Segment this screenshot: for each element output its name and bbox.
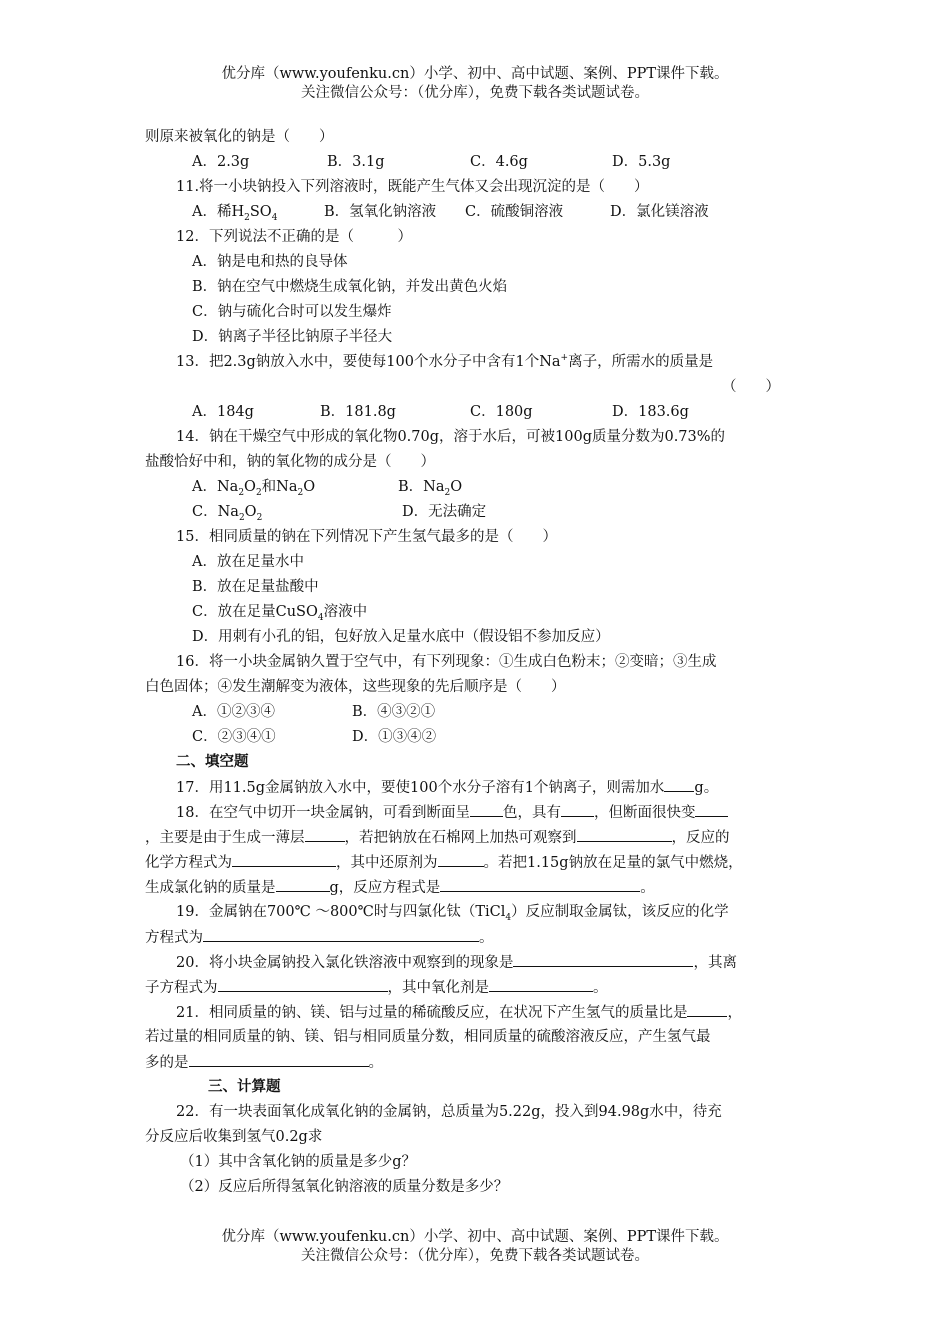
q15-option-a: A．放在足量水中 [192, 554, 304, 570]
q13-option-a: A．184g [192, 404, 254, 420]
q19-blank-equation[interactable] [203, 927, 479, 942]
q11-option-d: D．氯化镁溶液 [610, 204, 709, 220]
q18-line-1: 18．在空气中切开一块金属钠，可看到断面呈 色，具有 ，但断面很快变 [176, 802, 728, 823]
q17-blank[interactable] [664, 777, 694, 792]
q12-option-d: D．钠离子半径比钠原子半径大 [192, 329, 393, 345]
q18-blank-observation[interactable] [577, 827, 672, 842]
q13-stem: 13．把2.3g钠放入水中，要使每100个水分子中含有1个Na+离子，所需水的质量是 [176, 353, 714, 370]
q11-option-a: A．稀$H_2SO_4$ [192, 204, 278, 223]
section-heading-calculation: 三、计算题 [208, 1078, 281, 1095]
q18-blank-equation[interactable] [232, 852, 336, 867]
q21-blank-ratio[interactable] [687, 1002, 727, 1017]
q16-stem-line-2: 白色固体；④发生潮解变为液体，这些现象的先后顺序是（ ） [145, 679, 566, 695]
q22-stem-line-1: 22．有一块表面氧化成氧化钠的金属钠，总质量为5.22g，投入到94.98g水中，待充 [176, 1104, 722, 1120]
footer-line-2: 关注微信公众号：（优分库），免费下载各类试题试卷。 [301, 1248, 649, 1264]
q19-line-2: 方程式为 。 [145, 927, 494, 948]
q18-blank-reductant[interactable] [438, 852, 484, 867]
q14-option-a: A．$Na_2O_2$和$Na_2O$ [192, 479, 316, 498]
q12-option-b: B．钠在空气中燃烧生成氧化钠，并发出黄色火焰 [192, 279, 508, 295]
q11-stem: 11.将一小块钠投入下列溶液时，既能产生气体又会出现沉淀的是（ ） [176, 179, 649, 195]
q12-option-c: C．钠与硫化合时可以发生爆炸 [192, 304, 392, 320]
q16-option-d: D．①③④② [352, 729, 437, 745]
footer-line-1: 优分库（www.youfenku.cn）小学、初中、高中试题、案例、PPT课件下载。 [221, 1229, 729, 1245]
q15-option-b: B．放在足量盐酸中 [192, 579, 319, 595]
q10-option-d: D．5.3g [612, 154, 671, 170]
page-header [0, 65, 950, 103]
q16-option-c: C．②③④① [192, 729, 276, 745]
q22-stem-line-2: 分反应后收集到氢气0.2g求 [145, 1129, 323, 1145]
q17: 17．用11.5g金属钠放入水中，要使100个水分子溶有1个钠离子，则需加水 g。 [176, 777, 718, 798]
q14-stem-line-2: 盐酸恰好中和，钠的氧化物的成分是（ ） [145, 454, 435, 470]
q22-sub-question-1: （1）其中含氧化钠的质量是多少g？ [180, 1154, 417, 1170]
q14-option-b: B．$Na_2O$ [398, 479, 463, 498]
q10-option-c: C．4.6g [470, 154, 528, 170]
q15-option-d: D．用刺有小孔的铝，包好放入足量水底中（假设铝不参加反应） [192, 629, 610, 645]
q14-stem-line-1: 14．钠在干燥空气中形成的氧化物0.70g，溶于水后，可被100g质量分数为0.73%的 [176, 429, 726, 445]
q13-answer-paren: （ ） [722, 379, 780, 395]
q20-blank-phenomenon[interactable] [513, 952, 693, 967]
q10-option-b: B．3.1g [327, 154, 385, 170]
q20-line-2: 子方程式为 ，其中氧化剂是 。 [145, 977, 608, 998]
q19-line-1: 19．金属钠在700℃ ～800℃时与四氯化钛（TiCl$_4$）反应制取金属钛，该反应的化学 [176, 904, 729, 923]
q15-option-c: C．放在足量CuSO$_4$溶液中 [192, 604, 368, 623]
q18-line-4: 生成氯化钠的质量是 g，反应方程式是 。 [145, 877, 655, 898]
q11-option-b: B．氢氧化钠溶液 [324, 204, 437, 220]
header-line-2: 关注微信公众号：（优分库），免费下载各类试题试卷。 [301, 85, 649, 101]
q21-line-2: 若过量的相同质量的钠、镁、铝与相同质量分数，相同质量的硫酸溶液反应，产生氢气最 [145, 1029, 711, 1045]
q18-blank-mass[interactable] [276, 877, 330, 892]
q13-option-c: C．180g [470, 404, 533, 420]
q14-option-c: C．$Na_2O_2$ [192, 504, 263, 523]
q22-sub-question-2: （2）反应后所得氢氧化钠溶液的质量分数是多少？ [180, 1179, 509, 1195]
header-line-1: 优分库（www.youfenku.cn）小学、初中、高中试题、案例、PPT课件下载。 [221, 66, 729, 82]
q16-option-b: B．④③②① [352, 704, 436, 720]
q18-line-2: ，主要是由于生成一薄层 ，若把钠放在石棉网上加热可观察到 ，反应的 [145, 827, 730, 848]
q14-option-d: D．无法确定 [402, 504, 487, 520]
q21-line-3: 多的是 。 [145, 1052, 383, 1073]
q20-line-1: 20．将小块金属钠投入氯化铁溶液中观察到的现象是 ，其离 [176, 952, 737, 973]
q18-blank-layer[interactable] [305, 827, 345, 842]
q16-option-a: A．①②③④ [192, 704, 275, 720]
q16-stem-line-1: 16．将一小块金属钠久置于空气中，有下列现象：①生成白色粉末；②变暗；③生成 [176, 654, 717, 670]
q13-option-d: D．183.6g [612, 404, 689, 420]
q18-blank-change[interactable] [695, 802, 728, 817]
q12-stem: 12．下列说法不正确的是（ ） [176, 229, 412, 245]
q21-blank-most[interactable] [189, 1052, 369, 1067]
q18-blank-color[interactable] [470, 802, 503, 817]
q20-blank-oxidant[interactable] [489, 977, 593, 992]
q15-stem: 15．相同质量的钠在下列情况下产生氢气最多的是（ ） [176, 529, 557, 545]
q18-blank-reaction[interactable] [440, 877, 640, 892]
q18-line-3: 化学方程式为 ，其中还原剂为 。若把1.15g钠放在足量的氯气中燃烧， [145, 852, 743, 873]
section-heading-fill-in: 二、填空题 [176, 753, 249, 770]
q20-blank-ionic-equation[interactable] [218, 977, 388, 992]
q13-option-b: B．181.8g [320, 404, 396, 420]
q10-option-a: A．2.3g [192, 154, 250, 170]
q10-stem-tail: 则原来被氧化的钠是（ ） [145, 129, 334, 145]
q11-option-c: C．硫酸铜溶液 [465, 204, 564, 220]
q12-option-a: A．钠是电和热的良导体 [192, 254, 348, 270]
q18-blank-luster[interactable] [561, 802, 594, 817]
q21-line-1: 21．相同质量的钠、镁、铝与过量的稀硫酸反应，在状况下产生氢气的质量比是 ， [176, 1002, 742, 1023]
page-footer [0, 1228, 950, 1266]
